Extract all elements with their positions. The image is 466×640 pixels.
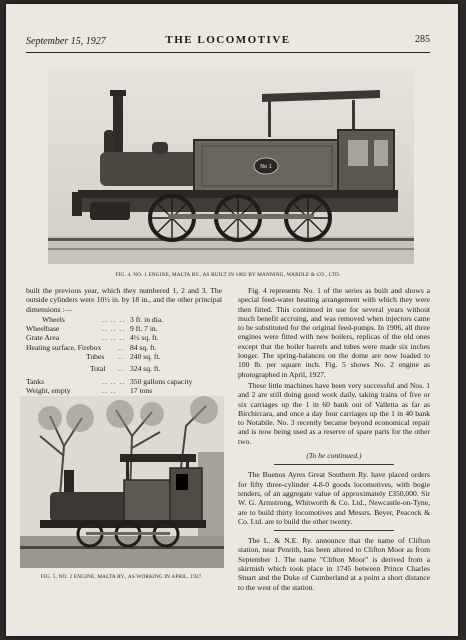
issue-date: September 15, 1927 [26, 36, 106, 47]
dimension-row: Grate Area .. .. .. 4½ sq. ft. [26, 333, 159, 343]
dimensions-table [26, 315, 222, 405]
magazine-page [6, 4, 458, 636]
paragraph-service: These little machines have been very successful and Nos. 1 and 2 are still doing good work daily, taking trains of five or six carriages up the 1 in 60 bank out of Valletta as far as Birchircara, and once a day four carriages up the 1 in 40 bank to Notabile. No. 3 recently became beyond economical repair and is now being used as a reserve of spare parts for the other two. [238, 380, 430, 446]
figure-caption-fig5: FIG. 5. NO. 2 ENGINE, MALTA RY., AS WORKING IN APRIL, 1927. [40, 574, 204, 580]
dimension-row: Wheelbase .. .. .. 9 ft. 7 in. [26, 324, 158, 334]
continued-note: (To be continued.) [306, 451, 362, 461]
page-number: 285 [415, 34, 430, 45]
left-column [26, 286, 222, 405]
header-rule [26, 52, 430, 53]
divider [274, 464, 394, 465]
locomotive-photo-fig4 [48, 68, 414, 264]
dimension-row: Weight, empty .. .. 17 tons [26, 385, 153, 395]
paragraph-fig4: Fig. 4 represents No. 1 of the series as built and shows a special feed-water heating arrangement with which they were then fitted. This continued in use for several years without much benefit accruing, and was removed when injectors came to be substituted for the original feed-pumps. In 1906, all three engines were fitted with new boilers, replicas of the old ones except that the boiler barrels and tubes were made six inches longer. The spring-balances on the dome are now loaded to 100 lb. per square inch. Fig. 5 shows No. 2 engine as photographed in April, 1927. [238, 286, 430, 379]
figure-caption-fig4: FIG. 4. NO. 1 ENGINE, MALTA RY., AS BUILT IN 1882 BY MANNING, WARDLE & CO., LTD. [115, 272, 341, 278]
paragraph-buenos-ayres: The Buenos Ayres Great Southern Ry. have placed orders for fifty three-cylinder 4-8-0 goods locomotives, with bogie tenders, of an aggregate value of approximately £350,000. Sir W. G. Armstrong, Whitworth & Co. Ltd., Newcastle-on-Tyne, are to build thirty locomotives and Messrs. Beyer, Peacock & Co. Ltd. are to build the other twenty. [238, 470, 430, 526]
dimension-row: Heating surface, Firebox .. 84 sq. ft. [26, 342, 157, 352]
paragraph-clifton: The L. & N.E. Ry. announce that the name of Clifton station, near Penrith, has been altered to Clifton Moor as from September 1. The name "Clifton Moor" is derived from a skirmish which took place in 1745 between Prince Charles Stuart and the Duke of Cumberland at a point a short distance to the west of the station. [238, 536, 430, 592]
locomotive-photo-fig5 [20, 396, 224, 568]
number-plate: No 1 [260, 164, 272, 170]
page-header [26, 34, 430, 50]
right-column [238, 286, 430, 592]
dimension-row: Wheels .. .. .. 3 ft. in dia. [42, 314, 164, 324]
dimension-row: Total .. 324 sq. ft. [90, 364, 161, 374]
intro-paragraph: built the previous year, which they numbered 1, 2 and 3. The outside cylinders were 10½ in. by 18 in., and the other principal dimensions :— [26, 286, 222, 314]
divider [274, 530, 394, 531]
magazine-title: THE LOCOMOTIVE [165, 34, 291, 46]
dimension-row: Tubes .. 240 sq. ft. [86, 352, 161, 362]
dimension-row: Tanks .. .. .. 350 gallons capacity [26, 376, 193, 386]
